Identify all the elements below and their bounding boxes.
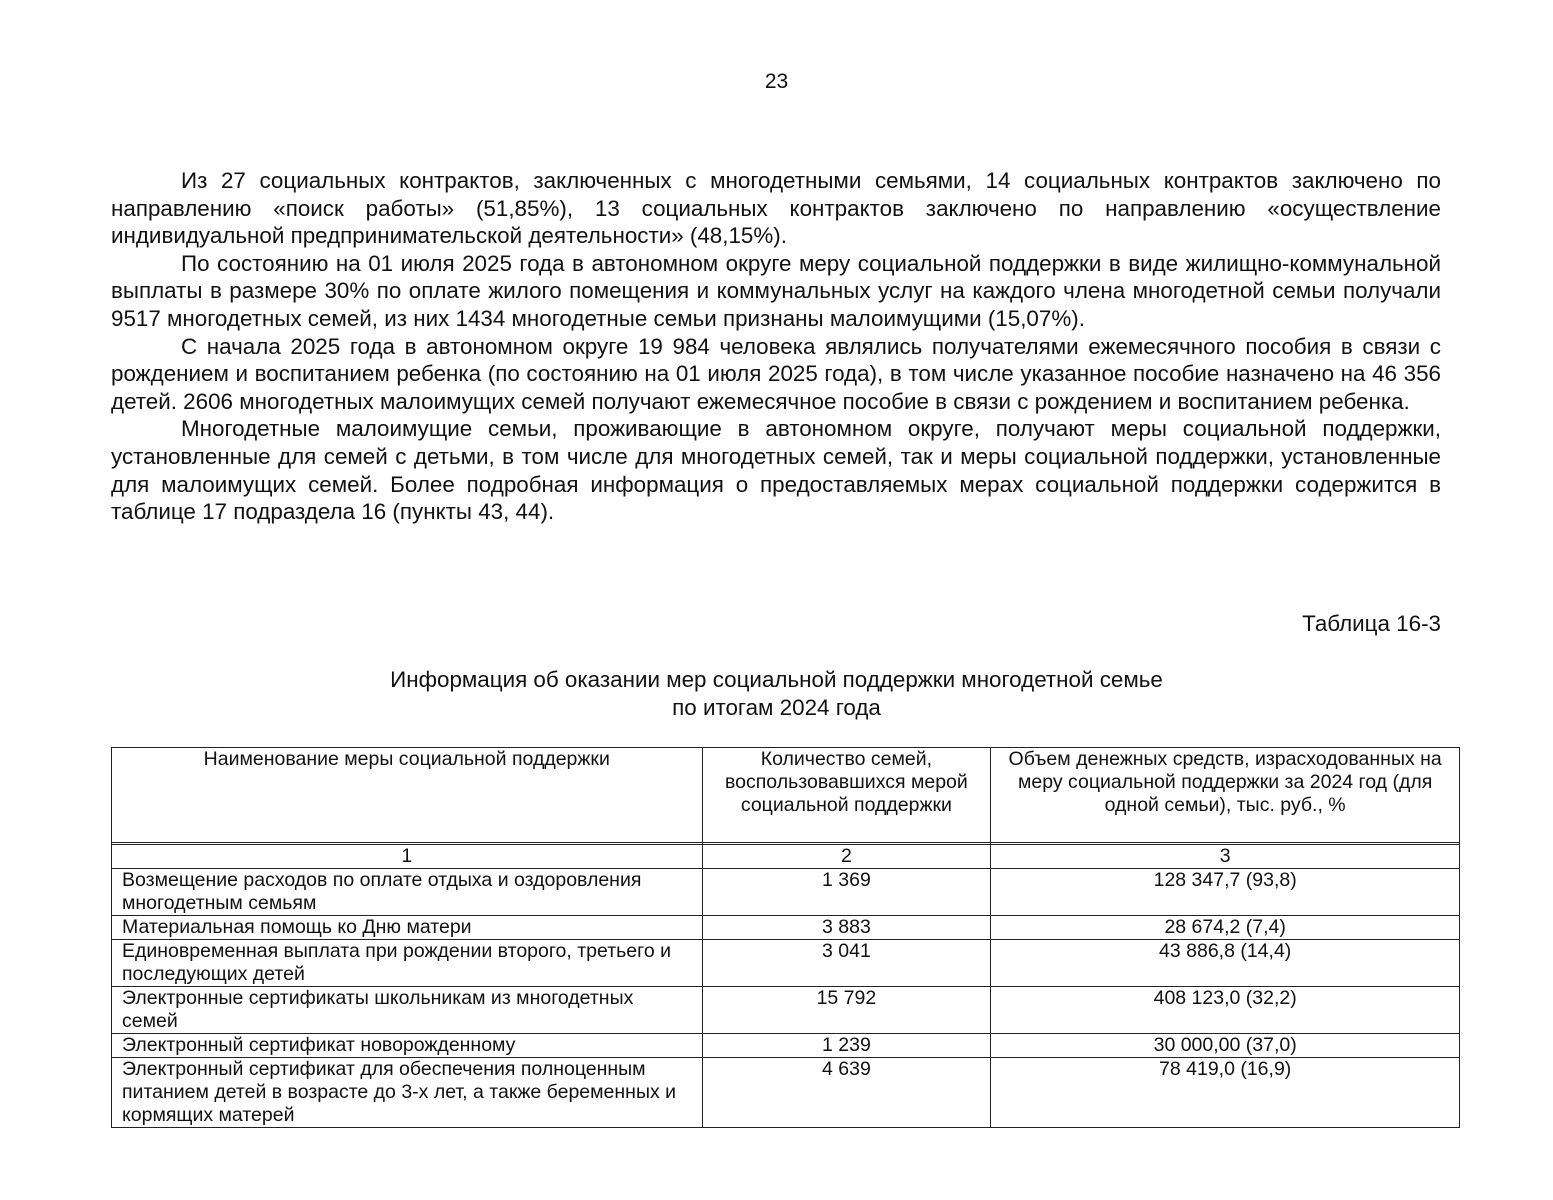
column-number-row [112, 845, 1460, 869]
table-header-row [112, 748, 1460, 843]
families-count: 3 041 [702, 940, 991, 987]
page-number: 23 [764, 70, 789, 93]
column-number: 3 [991, 845, 1460, 869]
amount: 128 347,7 (93,8) [991, 869, 1460, 916]
table-title [0, 666, 1553, 722]
table-row [112, 916, 1460, 940]
amount: 43 886,8 (14,4) [991, 940, 1460, 987]
body-text [111, 167, 1441, 526]
header-families-count: Количество семей, воспользовавшихся мерой социальной поддержки [702, 748, 991, 843]
paragraph: С начала 2025 года в автономном округе 19 984 человека являлись получателями ежемесячного пособия в связи с рождением и воспитанием ребенка (по состоянию на 01 июля 2025 года), в том числе указанное пособие назначено на 46 356 детей. 2606 многодетных малоимущих семей получают ежемесячное пособие в связи с рождением и воспитанием ребенка. [111, 333, 1441, 414]
table-row [112, 940, 1460, 987]
table-row [112, 1058, 1460, 1128]
table-title-line: Информация об оказании мер социальной поддержки многодетной семье [390, 667, 1163, 692]
paragraph: Многодетные малоимущие семьи, проживающие в автономном округе, получают меры социальной поддержки, установленные для семей с детьми, в том числе для многодетных семей, так и меры социальной поддержки, установленные для малоимущих семей. Более подробная информация о предоставляемых мерах социальной поддержки содержится в таблице 17 подраздела 16 (пункты 43, 44). [111, 416, 1441, 525]
column-number: 1 [112, 845, 703, 869]
families-count: 1 239 [702, 1034, 991, 1058]
families-count: 15 792 [702, 987, 991, 1034]
measure-name: Возмещение расходов по оплате отдыха и оздоровления многодетным семьям [112, 869, 703, 916]
social-support-table [111, 747, 1460, 1128]
amount: 408 123,0 (32,2) [991, 987, 1460, 1034]
paragraph: По состоянию на 01 июля 2025 года в автономном округе меру социальной поддержки в виде жилищно-коммунальной выплаты в размере 30% по оплате жилого помещения и коммунальных услуг на каждого члена многодетной семьи получали 9517 многодетных семей, из них 1434 многодетные семьи признаны малоимущими (15,07%). [111, 250, 1441, 331]
measure-name: Электронные сертификаты школьникам из многодетных семей [112, 987, 703, 1034]
table-row [112, 987, 1460, 1034]
amount: 78 419,0 (16,9) [991, 1058, 1460, 1128]
column-number: 2 [702, 845, 991, 869]
families-count: 1 369 [702, 869, 991, 916]
families-count: 3 883 [702, 916, 991, 940]
measure-name: Единовременная выплата при рождении второго, третьего и последующих детей [112, 940, 703, 987]
measure-name: Материальная помощь ко Дню матери [112, 916, 703, 940]
amount: 30 000,00 (37,0) [991, 1034, 1460, 1058]
measure-name: Электронный сертификат новорожденному [112, 1034, 703, 1058]
paragraph: Из 27 социальных контрактов, заключенных с многодетными семьями, 14 социальных контрактов заключено по направлению «поиск работы» (51,85%), 13 социальных контрактов заключено по направлению «осуществление индивидуальной предпринимательской деятельности» (48,15%). [111, 168, 1441, 249]
amount: 28 674,2 (7,4) [991, 916, 1460, 940]
table-label: Таблица 16-3 [1302, 611, 1441, 636]
table-title-line: по итогам 2024 года [672, 695, 881, 720]
table-row [112, 869, 1460, 916]
families-count: 4 639 [702, 1058, 991, 1128]
measure-name: Электронный сертификат для обеспечения полноценным питанием детей в возрасте до 3-х лет, а также беременных и кормящих матерей [112, 1058, 703, 1128]
header-amount: Объем денежных средств, израсходованных на меру социальной поддержки за 2024 год (для одной семьи), тыс. руб., % [991, 748, 1460, 843]
table-row [112, 1034, 1460, 1058]
header-measure-name: Наименование меры социальной поддержки [112, 748, 703, 843]
